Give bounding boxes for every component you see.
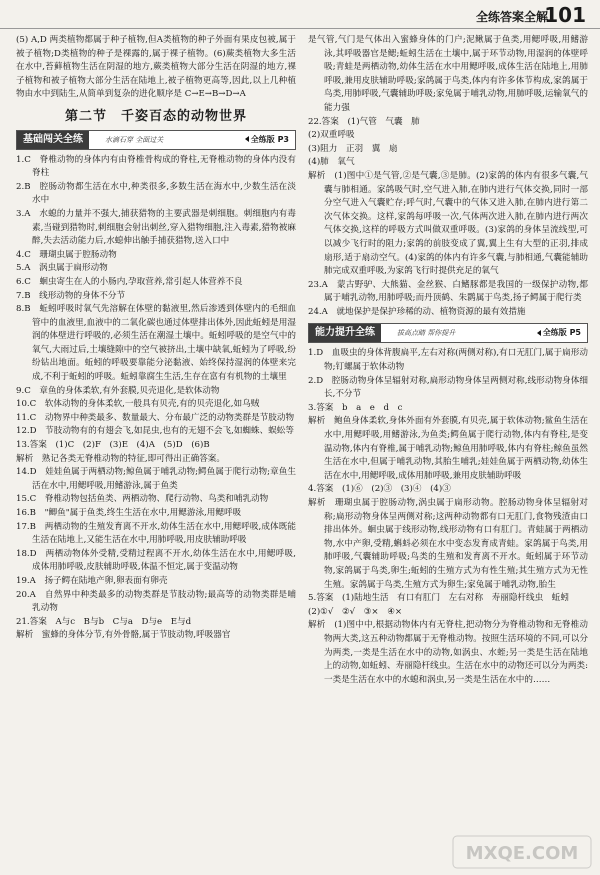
right-column	[308, 34, 588, 687]
analysis-item: 解析 鲍鱼身体柔软,身体外面有外套膜,有贝壳,属于软体动物;鲨鱼生活在水中,用鳃呼吸,用鳍游泳,为鱼类;鳄鱼属于爬行动物,体内有脊柱,是变温动物,体内有脊椎,属于哺乳动物;鲸鱼用肺呼吸,体内有脊柱;鲸鱼虽然生活在水中,但属于哺乳动物,其胎生哺乳;娃娃鱼属于两栖动物,幼体生活在水中,用鳃呼吸,成体用肺呼吸,兼用皮肤辅助呼吸	[308, 416, 588, 481]
answer-item: 22.答案 (1)气管 气囊 肺	[308, 116, 420, 127]
answer-item: 6.C 蛔虫寄生在人的小肠内,孕取营养,常引起人体营养不良	[16, 276, 243, 287]
answer-item: (2)双重呼吸	[308, 130, 355, 141]
analysis-item: 解析 (1)图中中,根据动物体内有无脊柱,把动物分为脊椎动物和无脊椎动物两大类,这五种动物都属于无脊椎动物。按照生活环境的不同,可以分为两类,一类是生活在水中的动物,如涡虫、水蛭;另一类是生活在陆地上的动物,如蚯蚓、寿丽隐杆线虫。生活在水中的动物还可以分为两类:一类是生活在水中的水螅和涡虫,另一类是生活在水中的……	[308, 620, 588, 685]
analysis-item: 解析 蜜蜂的身体分节,有外骨骼,属于节肢动物,呼吸器官	[16, 630, 231, 641]
banner-basic-ref-text: 全练版 P3	[250, 134, 289, 144]
answer-item: 1.D 血吸虫的身体背腹扁平,左右对称(两侧对称),有口无肛门,属于扁形动物;钉螺属于软体动物	[308, 348, 588, 373]
answer-item: 2.D 腔肠动物身体呈辐射对称,扁形动物身体呈两侧对称,线形动物身体细长,不分节	[308, 375, 588, 400]
pointer-icon	[533, 330, 541, 336]
site-watermark-logo	[452, 835, 592, 869]
answer-item: 18.D 两栖动物体外受精,受精过程离不开水,幼体生活在水中,用鳃呼吸,成体用肺呼吸,皮肤辅助呼吸,体温不恒定,属于变温动物	[16, 548, 296, 573]
answer-item: 7.B 线形动物的身体不分节	[16, 290, 126, 301]
answer-item: 16.B "鲫鱼"属于鱼类,终生生活在水中,用鳃游泳,用鳃呼吸	[16, 508, 242, 518]
left-column	[16, 34, 296, 643]
banner-basic-tag: 基础闯关全练	[17, 131, 89, 149]
banner-basic	[16, 130, 296, 150]
watermark-icon	[452, 835, 592, 869]
banner-basic-ref	[241, 131, 289, 149]
banner-advanced-sub: 拔高点睛 帮你提升	[397, 329, 456, 338]
answer-item: 15.C 脊椎动物包括鱼类、两栖动物、爬行动物、鸟类和哺乳动物	[16, 494, 269, 505]
answer-item: 10.C 软体动物的身体柔软,一般具有贝壳,有的贝壳退化,如乌贼	[16, 399, 260, 410]
answer-item: 2.B 腔肠动物都生活在水中,种类很多,多数生活在海水中,少数生活在淡水中	[16, 181, 296, 206]
answer-item: (3)阻力 正羽 翼 扇	[308, 143, 398, 154]
banner-advanced	[308, 323, 588, 343]
section-title: 第二节 千姿百态的动物世界	[64, 108, 247, 124]
answer-item: 14.D 娃娃鱼属于两栖动物;鲸鱼属于哺乳动物;鳄鱼属于爬行动物;章鱼生活在水中,用鳃呼吸,用鳍游泳,属于鱼类	[16, 467, 296, 491]
intro-paragraph: (5) A,D 两类植物都属于种子植物,但A类植物的种子外面有果皮包被,属于被子植物;D类植物的种子是裸露的,属于裸子植物。(6)蕨类植物大多生活在水中,苔藓植物生活在阴湿的地方,蕨类植物大部分生活在阴湿的地方,裸子植物和被子植物大部分生活在陆地上,被子植物更高等,因此,以上几种植物由水中到陆生,从简单到复杂的进化顺序是 C→E→B→D→A	[16, 35, 296, 100]
answer-item: 20.A 自然界中种类最多的动物类群是节肢动物;最高等的动物类群是哺乳动物	[16, 589, 296, 614]
answer-item: (4)肺 氧气	[308, 157, 355, 168]
answer-item: 17.B 两栖动物的生殖发育离不开水,幼体生活在水中,用鳃呼吸,成体既能生活在陆地上,又能生活在水中,用肺呼吸,用皮肤辅助呼吸	[16, 521, 296, 546]
answer-item: 1.C 脊椎动物的身体内有由脊椎骨构成的脊柱,无脊椎动物的身体内没有脊柱	[16, 154, 296, 179]
analysis-item: 解析 (1)图中①是气管,②是气囊,③是肺。(2)家鸽的体内有很多气囊,气囊与肺相通。家鸽吸气时,空气进入肺,在肺内进行气体交换,同时一部分空气进入气囊贮存;呼气时,气囊中的气体又进入肺,在肺内进行第二次气体交换。这样,家鸽每呼吸一次,气体两次进入肺,在肺内进行两次气体交换,这样的呼吸方式叫做双重呼吸。(3)家鸽的身体呈流线型,可以减少飞行时的阻力;家鸽的前肢变成了翼,翼上生有大型的正羽,排成扇形,适于扇动空气。(4)家鸽的体内有许多气囊,与肺相通,气囊能辅助肺完成双重呼吸,为家鸽飞行时提供充足的氧气	[308, 170, 588, 277]
answer-item: 19.A 扬子鳄在陆地产卵,卵表面有卵壳	[16, 575, 168, 586]
answer-item: 4.C 珊瑚虫属于腔肠动物	[16, 249, 117, 260]
banner-advanced-tag: 能力提升全练	[309, 324, 381, 342]
answer-item: 3.A 水螅的力量并不强大,捕获猎物的主要武器是刺细胞。刺细胞内有毒素,当碰到猎物时,刺细胞会射出刺丝,穿入猎物细胞,注入毒素,猎物被麻醉,失去活动能力后,水螅伸出触手捕获猎物,送入口中	[16, 208, 296, 247]
analysis-item: 解析 珊瑚虫属于腔肠动物,涡虫属于扁形动物。腔肠动物身体呈辐射对称;扁形动物身体呈两侧对称;这两种动物都有口无肛门,食物残渣由口排出体外。蛔虫属于线形动物,线形动物有口有肛门。青蛙属于两栖动物,水中产卵,受精,蝌蚪必须在水中变态发育成青蛙。家鸽属于鸟类,用肺呼吸,气囊辅助呼吸;鸟类的生殖和发育离不开水。蚯蚓属于环节动物,家鸽属于鸟类,卵生;蚯蚓的生殖方式为有性生殖;其生殖方式为无性生殖。家鸽属于鸟类,生殖方式为卵生;家兔属于哺乳动物,胎生	[308, 498, 588, 590]
answer-item: 11.C 动物界中种类最多、数量最大、分布最广泛的动物类群是节肢动物	[16, 412, 295, 423]
answer-item: 5.A 涡虫属于扁形动物	[16, 263, 108, 274]
pointer-icon	[241, 136, 249, 142]
answer-item: 24.A 就地保护是保护珍稀的动、植物资源的最有效措施	[308, 306, 526, 317]
svg-text:MXQE.COM: MXQE.COM	[465, 843, 579, 864]
answer-item: (2)①√ ②√ ③× ④×	[308, 606, 403, 617]
answer-item: 23.A 蒙古野驴、大熊猫、金丝猴、白鳍豚都是我国的一级保护动物,都属于哺乳动物,用肺呼吸;而丹顶鹤、朱鹮属于鸟类,扬子鳄属于爬行类	[308, 279, 588, 304]
answer-item: 13.答案 (1)C (2)F (3)E (4)A (5)D (6)B	[16, 440, 210, 451]
answer-item: 3.答案 b a e d c	[308, 402, 403, 413]
answer-item: 9.C 章鱼的身体柔软,有外套膜,贝壳退化,是软体动物	[16, 385, 220, 396]
banner-advanced-ref-text: 全练版 P5	[542, 328, 581, 338]
answer-item: 21.答案 A与c B与b C与a D与e E与d	[16, 616, 192, 627]
answer-item: 8.B 蚯蚓呼吸时氧气先溶解在体壁的黏液里,然后渗透到体壁内的毛细血管中的血液里,血液中的二氧化碳也通过体壁排出体外,因此蚯蚓是用湿润的体壁进行呼吸的,必须生活在潮湿土壤中。蚯蚓呼吸的是空气中的氧气,大雨过后,土壤缝隙中的空气被挤出,土壤中缺氧,蚯蚓为了呼吸,纷纷钻出地面。蚯蚓的呼吸要靠能分泌黏液、始终保持湿润的体壁来完成,不利于蚯蚓的呼吸。蚯蚓靠腐生生活,生存在富有有机物的土壤里	[16, 304, 296, 383]
answer-item: 是气管,气门是气体出入蜜蜂身体的门户;泥鳅属于鱼类,用鳃呼吸,用鳍游泳,其呼吸器官是鳃;蚯蚓生活在土壤中,属于环节动物,用湿润的体壁呼吸;青蛙是两栖动物,幼体生活在水中用鳃呼吸,成体生活在陆地上,用肺呼吸,兼用皮肤辅助呼吸;家鸽属于鸟类,体内有许多体节构成,家鸽属于鸟类,用肺呼吸,气囊辅助呼吸;家兔属于哺乳动物,用肺呼吸,运输氧气的能力强	[308, 35, 588, 113]
answer-item: 4.答案 (1)⑥ (2)③ (3)④ (4)③	[308, 484, 451, 495]
answer-item: 12.D 节肢动物有的有翅会飞,如昆虫,也有的无翅不会飞,如蜘蛛、蜈蚣等	[16, 426, 294, 437]
page-header	[0, 0, 600, 29]
banner-advanced-ref	[533, 324, 581, 342]
banner-basic-sub: 水滴石穿 全面过关	[105, 135, 164, 144]
analysis-item: 解析 熟记各类无脊椎动物的特征,即可得出正确答案。	[16, 453, 225, 464]
page-number: 101	[544, 3, 586, 27]
header-title: 全练答案全解	[475, 10, 548, 24]
answer-item: 5.答案 (1)陆地生活 有口有肛门 左右对称 寿丽隐杆线虫 蚯蚓	[308, 593, 569, 604]
